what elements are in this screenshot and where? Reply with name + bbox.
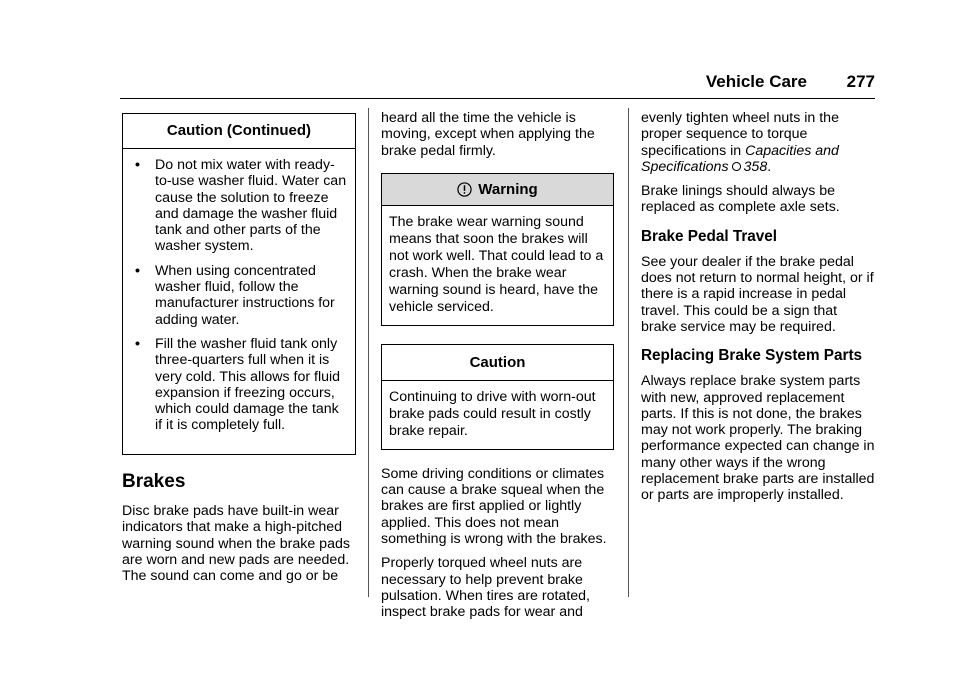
column-2	[381, 110, 614, 629]
bullet-item: • Fill the washer fluid tank only three-quarters full when it is very cold. This allows for fluid expansion if freezing occurs, which could damage the tank if it is completely full.	[135, 335, 341, 434]
section-title: Vehicle Care	[705, 72, 807, 91]
column-1	[122, 113, 356, 592]
caution-box	[381, 344, 614, 450]
brake-pedal-travel-heading: Brake Pedal Travel	[641, 227, 778, 245]
caution-title: Caution	[382, 345, 613, 381]
wheel-nuts-paragraph: Properly torqued wheel nuts are necessary to help prevent brake pulsation. When tires are rotated, inspect brake pads for wear and	[381, 555, 590, 621]
brakes-heading: Brakes	[122, 471, 186, 492]
warning-box	[381, 173, 614, 326]
caution-bullet-list	[123, 149, 355, 434]
page-reference[interactable]: 358	[743, 158, 768, 175]
brakes-paragraph: Disc brake pads have built-in wear indicators that make a high-pitched warning sound when the brake pads are worn and new pads are needed. The sound can come and go or be	[122, 503, 350, 585]
cross-reference-link[interactable]: Capacities and Specifications	[641, 142, 839, 175]
continued-paragraph: heard all the time the vehicle is moving, except when applying the brake pedal firmly.	[381, 110, 595, 159]
caution-continued-title: Caution (Continued)	[123, 114, 355, 149]
replacing-parts-heading: Replacing Brake System Parts	[641, 347, 863, 365]
page-number: 277	[846, 72, 875, 91]
column-divider-1	[368, 108, 369, 597]
column-3	[641, 110, 875, 512]
torque-paragraph: evenly tighten wheel nuts in the proper sequence to torque specifications in Capacities and Specifications 358.	[641, 110, 839, 175]
squeal-paragraph: Some driving conditions or climates can cause a brake squeal when the brakes are first applied or lightly applied. This does not mean something is wrong with the brakes.	[381, 465, 607, 548]
page-reference-icon	[732, 162, 741, 172]
warning-text: The brake wear warning sound means that soon the brakes will not work well. That could lead to a crash. When the brake wear warning sound is heard, have the vehicle serviced.	[389, 213, 604, 315]
warning-icon	[457, 182, 472, 197]
brake-pedal-paragraph: See your dealer if the brake pedal does not return to normal height, or if there is a rapid increase in pedal travel. This could be a sign that brake service may be required.	[641, 253, 874, 335]
linings-paragraph: Brake linings should always be replaced as complete axle sets.	[641, 183, 840, 216]
bullet-item: • Do not mix water with ready-to-use washer fluid. Water can cause the solution to freeze and damage the washer fluid tank and other parts of the washer system.	[135, 157, 347, 255]
caution-continued-box	[122, 113, 356, 455]
page-header	[120, 70, 875, 99]
column-divider-2	[628, 108, 629, 597]
warning-title: Warning	[478, 180, 538, 198]
warning-header	[382, 174, 613, 206]
bullet-item: • When using concentrated washer fluid, follow the manufacturer instructions for adding water.	[135, 262, 335, 328]
replacing-parts-paragraph: Always replace brake system parts with new, approved replacement parts. If this is not done, the brakes may not work properly. The braking performance expected can change in many other ways if the wrong replacement brake parts are installed or parts are improperly installed.	[641, 373, 875, 504]
caution-text: Continuing to drive with worn-out brake pads could result in costly brake repair.	[389, 388, 596, 439]
